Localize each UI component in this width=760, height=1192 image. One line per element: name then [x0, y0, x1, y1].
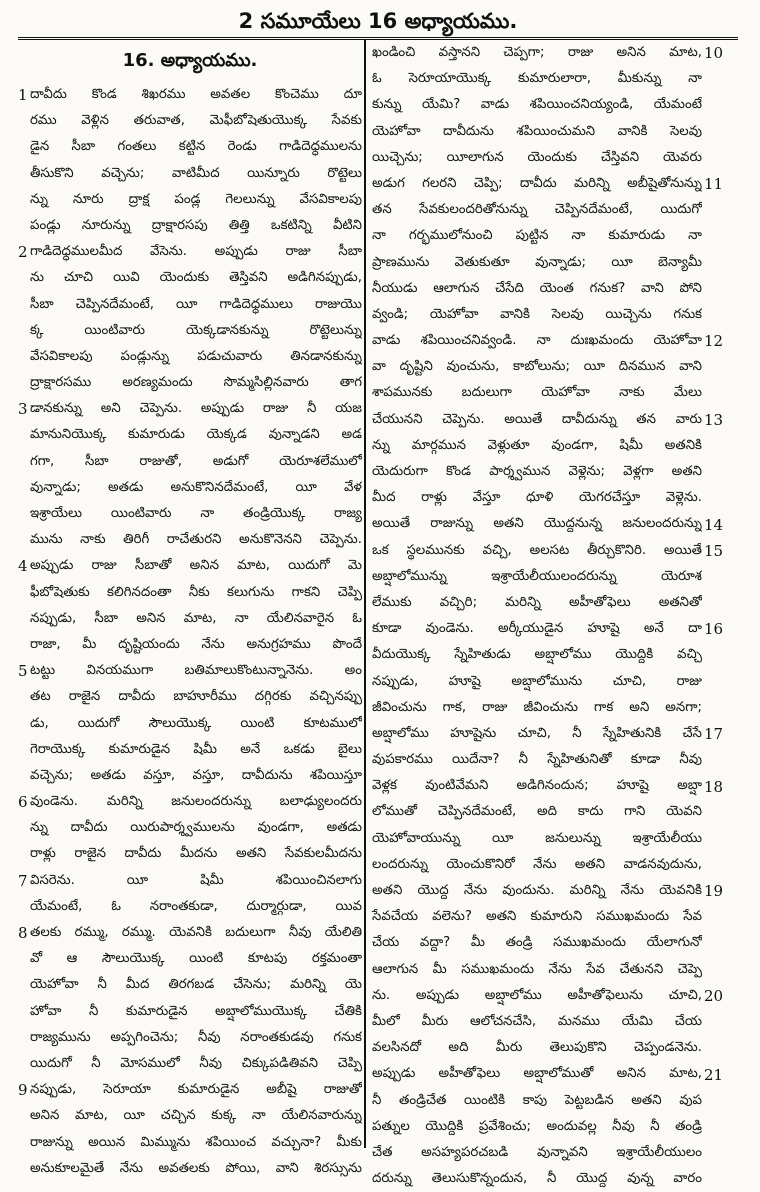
line-text: వచ్చెను; అతడు వస్తూ, వస్తూ, దావీదును శపియిస్తూ	[30, 767, 362, 783]
text-line	[368, 1035, 702, 1061]
text-line	[368, 983, 702, 1009]
text-line	[368, 669, 702, 695]
line-text: దావీదు కొండ శిఖరము అవతల కొంచెము దూ	[30, 87, 362, 102]
text-line	[368, 799, 702, 825]
line-text: దరున్ను తెలుసుకొన్నందున, నీ యొద్ద వున్న వారం	[372, 1171, 702, 1187]
text-line	[18, 606, 362, 632]
text-line	[368, 223, 702, 249]
text-line	[368, 878, 702, 904]
verse-number: 17	[704, 725, 724, 744]
line-text: గెరాయొక్క కుమారుడైన షిమీ అనే ఒకడు బైలు	[30, 741, 362, 757]
text-line	[368, 957, 702, 983]
text-line	[368, 642, 702, 668]
line-text: ప్రాణమును వెతుకుతూ వున్నాడు; యీ బెన్యామీ	[372, 254, 702, 270]
line-text: డైన సీబా గంతలు కట్టిన రెండు గాడిదెధ్ధములను	[30, 139, 362, 155]
verse-number: 18	[704, 777, 724, 796]
line-text: వున్నాడు; అతడు అనుకొనినదేమంటే, యీ వేళ	[30, 479, 362, 495]
verse-number: 15	[704, 541, 724, 560]
line-text: ను చూచి యివి యెందుకు తెస్తివని అడిగినప్పుడు,	[30, 270, 362, 286]
verse-number: 1	[18, 86, 28, 104]
text-line	[18, 318, 362, 344]
line-text: అడుగ గలరని చెప్పి; దావీదు మరిన్ని అబీషైతోనున్ను	[372, 175, 702, 191]
line-text: వీదుయొక్క స్నేహితుడు అబ్షాలోము యొద్దికి వచ్చి	[372, 647, 702, 663]
verse-number: 9	[18, 1081, 28, 1100]
text-line	[18, 684, 362, 710]
line-text: యెహోవా దావీదును శపియించుమని వానికి సెలవు	[372, 123, 702, 139]
text-line	[368, 171, 702, 197]
line-text: టట్టు వినయముగా బతిమాలుకొంటున్నానెను. అం	[30, 663, 362, 679]
line-text: శాపమునకు బదులుగా యెహోవా నాకు మేలు	[372, 385, 702, 401]
line-text: వలసినదో అది మీరు తెలుపుకొని చెప్పండనెను.	[372, 1040, 702, 1056]
line-text: వాడు శపియించనివ్వండి. నా దుఃఖమందు యెహోవా	[372, 333, 702, 349]
text-line	[368, 302, 702, 328]
line-text: అప్పుడు అహీతోఫెలు అబ్షాలోముతో అనిన మాట,	[372, 1066, 702, 1082]
line-text: తలకు రమ్ము, రమ్ము. యెవనికి బదులుగా నీవు యేలితి	[30, 925, 362, 940]
verse-number: 3	[18, 400, 28, 419]
line-text: ఒక స్థలమునకు వచ్చి, అలసట తీర్చుకొనిరి. అయితే	[372, 542, 702, 558]
line-text: అతని యొద్ద నేను వుందును. మరిన్ని నేను యెవనికి	[372, 883, 702, 898]
text-line	[18, 737, 362, 763]
line-text: క్క యింటివారు యెక్కడానకున్ను రొట్టెలున్ను	[30, 322, 362, 338]
text-line	[18, 868, 362, 894]
text-line	[368, 904, 702, 930]
line-text: వుపకారము యిదేనా? నీ స్నేహితునితో కూడా నీవు	[372, 752, 702, 768]
text-line	[18, 422, 362, 448]
line-text: అనుకూలమైతే నేను అవతలకు పోయి, వాని శిరస్సును	[30, 1160, 362, 1176]
line-text: అయితే రాజున్ను అతని యొద్దనున్న జనులందరున్ను	[372, 516, 702, 532]
text-line	[368, 1061, 702, 1087]
text-line	[18, 972, 362, 998]
line-text: వా దృష్టిని వుంచును, కాబోలును; యీ దినమున వాని	[372, 359, 702, 375]
text-line	[368, 145, 702, 171]
line-text: న్ను నూరు ద్రాక్ష పండ్ల గెలలున్ను వేసవికాలపు	[30, 191, 362, 207]
text-line	[18, 1156, 362, 1182]
text-line	[368, 695, 702, 721]
text-line	[368, 66, 702, 92]
verse-number: 4	[18, 557, 28, 576]
text-line	[368, 250, 702, 276]
text-line	[368, 721, 702, 747]
text-line	[368, 590, 702, 616]
line-text: కున్ను యేమి? వాడు శపియించనియ్యండి, యేమంటే	[372, 97, 702, 113]
verse-number: 19	[704, 882, 724, 901]
text-line	[368, 1009, 702, 1035]
text-line	[18, 449, 362, 475]
verse-number: 5	[18, 662, 28, 681]
line-text: రాళ్లు రాజైన దావీదు మీదను అతని సేవకులమీదను	[30, 846, 362, 862]
line-text: యెహోవాయున్ను యీ జనులున్ను ఇశ్రాయేలీయు	[372, 830, 702, 846]
text-line	[18, 1051, 362, 1077]
verse-number: 10	[704, 44, 724, 62]
text-line	[18, 527, 362, 553]
line-text: రాజున్ను అయిన మిమ్మును శపియించ వచ్చునా? మీకు	[30, 1134, 362, 1150]
verse-number: 21	[704, 1065, 724, 1084]
line-text: ఖండించి వస్తానని చెప్పగా; రాజు అనిన మాట,	[372, 45, 702, 60]
line-text: నప్పుడు, సీబా అనిన మాట, నా యేలినవారైన ఓ	[30, 610, 362, 626]
text-line	[18, 239, 362, 265]
line-text: ఆలాగున మీ సముఖమందు నేను సేవ చేతునని చెప్పె	[372, 961, 702, 977]
line-text: మానునియొక్క కుమారుడు యెక్కడ వున్నాడని అడ	[30, 427, 362, 443]
text-line	[18, 946, 362, 972]
text-line	[368, 407, 702, 433]
line-text: జీవించును గాక, రాజు జీవించును గాక అని అనగా;	[372, 699, 702, 715]
verse-number: 13	[704, 410, 724, 429]
line-text: గగా, సీబా రాజుతో, అడుగో యెరూశలేములో	[30, 453, 362, 469]
text-line	[18, 213, 362, 239]
text-line	[18, 265, 362, 291]
text-line	[18, 894, 362, 920]
text-line	[18, 108, 362, 134]
line-text: రము వెళ్లిన తరువాత, మెఫీబోషెతుయొక్క సేవకు	[30, 113, 362, 129]
text-line	[18, 711, 362, 737]
line-text: సీబా చెప్పినదేమంటే, యీ గాడిదెధ్ధములు రాజుయొ	[30, 296, 362, 312]
text-line	[368, 773, 702, 799]
line-text: వెళ్లక వుంటివేమని అడిగినందున; హూషై అబ్షా	[372, 778, 702, 794]
line-text: చేయునని చెప్పెను. అయితే దావీదున్ను తన వారు	[372, 411, 702, 427]
text-line	[18, 1103, 362, 1129]
text-line	[368, 328, 702, 354]
text-line	[18, 841, 362, 867]
text-line	[18, 920, 362, 946]
line-text: ఇశ్రాయేలు యింటివారు నా తండ్రియొక్క రాజ్య	[30, 506, 362, 521]
text-line	[368, 485, 702, 511]
verse-number: 8	[18, 924, 28, 942]
text-line	[368, 276, 702, 302]
line-text: చేయ వద్దా? మీ తండ్రి సముఖమందు యేలాగునో	[372, 935, 702, 951]
line-text: అబ్షాలోమున్ను ఇశ్రాయేలీయులందరున్ను యెరూశ	[372, 568, 702, 584]
text-line	[18, 815, 362, 841]
verse-number: 11	[704, 175, 724, 193]
text-line	[368, 564, 702, 590]
line-text: నీ తండ్రిచేత యింటికి కాపు పెట్టబడిన అతని వుప	[372, 1092, 702, 1108]
text-line	[18, 187, 362, 213]
line-text: డు, యిదుగో సౌలుయొక్క యింటి కూటములో	[30, 715, 362, 731]
line-text: మీలో మీరు ఆలోచనచేసి, మనము యేమి చేయ	[372, 1013, 702, 1029]
line-text: చేత అసహ్యపరచబడి వున్నావని ఇశ్రాయేలీయులం	[372, 1144, 702, 1160]
line-text: నీయుడు ఆలాగున చేసేది యెంత గనుక? వాని పోని	[372, 280, 702, 296]
text-line	[18, 658, 362, 684]
verse-number: 16	[704, 620, 724, 639]
line-text: గాడిదెధ్ధములమీద వేసెను. అప్పుడు రాజు సీబా	[30, 244, 362, 260]
verse-number: 20	[704, 987, 724, 1006]
text-line	[18, 999, 362, 1025]
column-divider	[364, 40, 366, 1148]
text-line	[18, 292, 362, 318]
page-title: 2 సమూయేలు 16 అధ్యాయము.	[238, 9, 518, 33]
text-line	[368, 1140, 702, 1166]
line-text: మును నాకు తిరిగీ రాచేతురని అనుకొనెనని చెప్పెను.	[30, 532, 362, 548]
text-line	[18, 501, 362, 527]
text-line	[18, 1130, 362, 1156]
line-text: లందరున్ను యెంచుకొనిరో నేను అతని వాడనవుదును,	[372, 856, 702, 872]
text-line	[368, 92, 702, 118]
text-line	[368, 40, 702, 66]
text-line	[368, 380, 702, 406]
line-text: రాజా, మీ దృష్టియందు నేను అనుగ్రహము పొందే	[30, 636, 362, 652]
line-text: లేముకు వచ్చిరి; మరిన్ని అహీతోఫెలు అతనితో	[372, 594, 702, 610]
text-line	[368, 538, 702, 564]
text-line	[368, 930, 702, 956]
line-text: సేవచేయ వలెను? అతని కుమారుని సముఖమందు సేవ	[372, 909, 702, 925]
line-text: లోముతో చెప్పినదేమంటే, అది కాదు గాని యెవని	[372, 804, 702, 820]
text-line	[368, 616, 702, 642]
line-text: పత్నుల యొద్దికి ప్రవేశించు; అందువల్ల నీవు నీ తండ్రి	[372, 1118, 702, 1134]
line-text: మీద రాళ్లు వేస్తూ ధూళి యెగరచేస్తూ వెళ్లెను.	[372, 490, 702, 506]
line-text: వేసవికాలపు పండ్లున్ను పడుచువారు తినడానకున్ను	[30, 348, 362, 364]
text-line	[18, 1025, 362, 1051]
line-text: ద్రాక్షారసము అరణ్యమందు సొమ్మసిల్లినవారు తాగ	[30, 375, 362, 391]
text-line	[368, 354, 702, 380]
line-text: రాజ్యమును అప్పగించెను; నీవు నరాంతకుడవు గనుక	[30, 1029, 362, 1045]
right-column	[368, 40, 702, 1192]
verse-number: 6	[18, 793, 28, 812]
line-text: ఫీబోషెతుకు కలిగినదంతా నీకు కలుగును గాకని చెప్పి	[30, 584, 362, 600]
verse-number: 7	[18, 871, 28, 890]
line-text: నప్పుడు, హూషై అబ్షాలోమును చూచి, రాజు	[372, 673, 702, 689]
text-line	[368, 747, 702, 773]
text-line	[18, 344, 362, 370]
text-line	[18, 475, 362, 501]
chapter-heading: 16. అధ్యాయము.	[122, 50, 258, 71]
line-text: తీసుకొని వచ్చెను; వాటిమీద యిన్నూరు రొట్టెలు	[30, 165, 362, 181]
line-text: డానకున్ను అని చెప్పెను. అప్పుడు రాజు నీ యజ	[30, 401, 362, 417]
line-text: యెదురుగా కొండ పార్శ్వమున వెళ్లెను; వెళ్లగా అతని	[372, 464, 702, 479]
line-text: న్ను దావీదు యిరుపార్శ్వములను వుండగా, అతడు	[30, 820, 362, 836]
line-text: అనిన మాట, యీ చచ్చిన కుక్క నా యేలినవారున్ను	[30, 1108, 362, 1124]
text-line	[18, 632, 362, 658]
text-line	[368, 433, 702, 459]
text-line	[368, 119, 702, 145]
text-line	[18, 553, 362, 579]
text-line	[18, 1077, 362, 1103]
text-line	[368, 1114, 702, 1140]
line-text: పండ్లు నూరున్ను ద్రాక్షారసపు తిత్తి ఒకటిన్ని వీటిని	[30, 217, 362, 233]
line-text: వ్వండి; యెహోవా వానికి సెలవు యిచ్చెను గనుక	[372, 306, 702, 322]
line-text: తన సేవకులందరితోనున్ను చెప్పినదేమంటే, యిదుగో	[372, 202, 702, 218]
line-text: యిదుగో నీ మోసములో నీవు చిక్కుపడితివని చెప్పి	[30, 1055, 362, 1071]
text-line	[18, 396, 362, 422]
text-line	[368, 1088, 702, 1114]
line-text: ఓ సెరూయాయొక్క కుమారులారా, మీకున్ను నా	[372, 71, 702, 87]
left-column	[18, 40, 362, 1182]
line-text: హోవా నీ కుమారుడైన అబ్షాలోముయొక్క చేతికి	[30, 1003, 362, 1019]
text-line	[368, 511, 702, 537]
line-text: యిచ్చెను; యీలాగున యెందుకు చేస్తివని యెవరు	[372, 149, 702, 165]
text-line	[18, 580, 362, 606]
line-text: వుండెను. మరిన్ని జనులందరున్ను బలాఢ్యులందరు	[30, 794, 362, 810]
line-text: కూడా వుండెను. అర్కీయుడైన హూషై అనే దా	[372, 621, 702, 637]
verse-number: 12	[704, 332, 724, 351]
text-line	[18, 161, 362, 187]
text-line	[18, 82, 362, 108]
line-text: ను. అప్పుడు అబ్షాలోము అహీతోఫెలును చూచి,	[372, 987, 702, 1003]
page-header	[18, 6, 738, 40]
text-line	[18, 370, 362, 396]
text-line	[18, 134, 362, 160]
line-text: అబ్షాలోము హూషైను చూచి, నీ స్నేహితునికి చేసే	[372, 725, 702, 741]
text-line	[368, 852, 702, 878]
text-line	[18, 789, 362, 815]
line-text: నప్పుడు, సెరూయా కుమారుడైన అబీషై రాజుతో	[30, 1082, 362, 1098]
verse-number: 2	[18, 243, 28, 262]
line-text: తట రాజైన దావీదు బాహూరీము దగ్గిరకు వచ్చినప్పు	[30, 689, 362, 705]
text-line	[18, 763, 362, 789]
verse-number: 14	[704, 515, 724, 534]
text-line	[368, 197, 702, 223]
line-text: వో ఆ సౌలుయొక్క యింటి కూటపు రక్తమంతా	[30, 951, 362, 967]
line-text: అప్పుడు రాజు సీబాతో అనిన మాట, యిదుగో మె	[30, 558, 362, 574]
text-line	[368, 459, 702, 485]
line-text: యెహోవా నీ మీద తిరగబడ చేసెను; మరిన్ని యె	[30, 977, 362, 993]
text-line	[368, 1166, 702, 1192]
line-text: విసరెను. యీ షిమీ శపియించినలాగు	[30, 872, 362, 888]
line-text: న్ను మార్గమున వెళ్లుతూ వుండగా, షిమీ అతనికి	[372, 437, 702, 453]
line-text: నా గర్భములోనుంచి పుట్టిన నా కుమారుడు నా	[372, 228, 702, 244]
text-line	[368, 826, 702, 852]
line-text: యేమంటే, ఓ నరాంతకుడా, దుర్మార్గుడా, యివ	[30, 898, 362, 914]
